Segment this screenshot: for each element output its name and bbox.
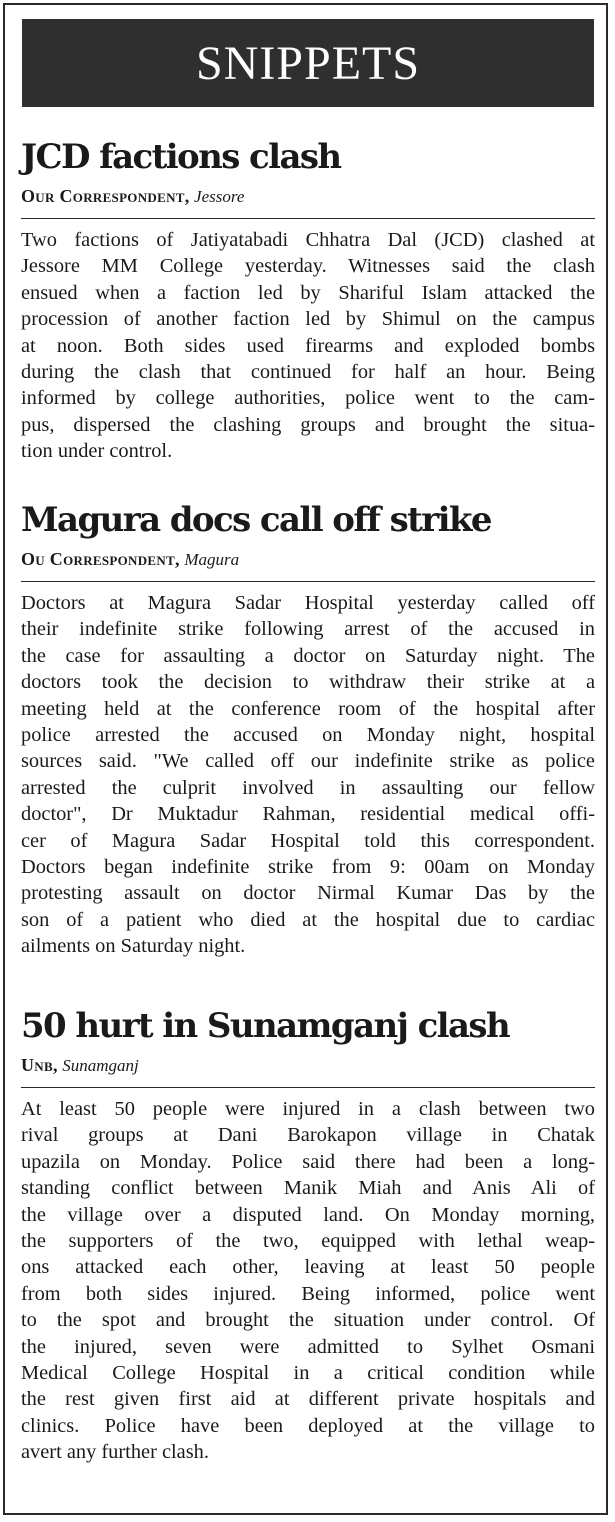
body-line: ensued when a faction led by Shariful Islam attacked the — [21, 281, 595, 304]
story-byline — [21, 1054, 595, 1077]
body-line: ons attacked each other, leaving at least 50 people — [21, 1256, 595, 1279]
body-line: avert any further clash. — [21, 1441, 209, 1464]
body-line: Medical College Hospital in a critical condition while — [21, 1362, 595, 1385]
body-line: rival groups at Dani Barokapon village in Chatak — [21, 1124, 595, 1147]
body-line: doctors took the decision to withdraw their strike at a — [21, 671, 595, 694]
body-line: sources said. "We called off our indefinite strike as police — [21, 750, 595, 773]
body-line: protesting assault on doctor Nirmal Kumar Das by the — [21, 882, 595, 905]
byline-author: Ou Correspondent, — [21, 549, 180, 569]
body-line: procession of another faction led by Shimul on the campus — [21, 308, 595, 331]
body-line: doctor", Dr Muktadur Rahman, residential medical offi- — [21, 803, 595, 826]
story-body — [21, 590, 595, 960]
section-banner — [22, 19, 594, 107]
body-line: Two factions of Jatiyatabadi Chhatra Dal (JCD) clashed at — [21, 229, 595, 251]
divider — [21, 218, 595, 219]
body-line: clinics. Police have been deployed at the village to — [21, 1414, 595, 1437]
body-line: at noon. Both sides used firearms and exploded bombs — [21, 334, 595, 357]
body-line: son of a patient who died at the hospital due to cardiac — [21, 908, 595, 931]
body-line: meeting held at the conference room of the hospital after — [21, 697, 595, 720]
body-line: At least 50 people were injured in a clash between two — [21, 1098, 595, 1120]
body-line: ailments on Saturday night. — [21, 935, 246, 958]
body-line: Doctors began indefinite strike from 9: 00am on Monday — [21, 856, 595, 879]
story — [21, 1006, 595, 1466]
body-line: to the spot and brought the situation under control. Of — [21, 1309, 595, 1332]
body-line: the village over a disputed land. On Monday morning, — [21, 1203, 595, 1226]
byline-author: Our Correspondent, — [21, 186, 190, 206]
divider — [21, 581, 595, 582]
story-body — [21, 1096, 595, 1466]
story-headline: 50 hurt in Sunamganj clash — [21, 1006, 510, 1046]
body-line: their indefinite strike following arrest of the accused in — [21, 618, 595, 641]
body-line: Doctors at Magura Sadar Hospital yesterday called off — [21, 592, 595, 614]
story-byline — [21, 185, 595, 208]
story-headline: JCD factions clash — [21, 137, 341, 177]
divider — [21, 1087, 595, 1088]
body-line: tion under control. — [21, 440, 173, 463]
body-line: the injured, seven were admitted to Sylhet Osmani — [21, 1335, 595, 1358]
byline-location: Sunamganj — [62, 1056, 139, 1075]
story-body — [21, 227, 595, 465]
body-line: informed by college authorities, police went to the cam- — [21, 387, 595, 410]
story-headline: Magura docs call off strike — [21, 500, 491, 540]
body-line: the supporters of the two, equipped with lethal weap- — [21, 1230, 595, 1253]
byline-location: Magura — [184, 550, 240, 569]
section-title: SNIPPETS — [195, 36, 421, 90]
body-line: police arrested the accused on Monday night, hospital — [21, 724, 595, 747]
body-line: cer of Magura Sadar Hospital told this correspondent. — [21, 829, 595, 852]
body-line: Jessore MM College yesterday. Witnesses said the clash — [21, 255, 595, 278]
body-line: pus, dispersed the clashing groups and brought the situa- — [21, 413, 595, 436]
byline-location: Jessore — [194, 187, 245, 206]
body-line: from both sides injured. Being informed, police went — [21, 1282, 595, 1305]
body-line: the case for assaulting a doctor on Saturday night. The — [21, 644, 595, 667]
story-byline — [21, 548, 595, 571]
body-line: arrested the culprit involved in assaulting our fellow — [21, 776, 595, 799]
byline-author: Unb, — [21, 1055, 58, 1075]
body-line: during the clash that continued for half an hour. Being — [21, 361, 595, 384]
body-line: standing conflict between Manik Miah and Anis Ali of — [21, 1177, 595, 1200]
body-line: the rest given first aid at different private hospitals and — [21, 1388, 595, 1411]
body-line: upazila on Monday. Police said there had been a long- — [21, 1150, 595, 1173]
story — [21, 500, 595, 960]
story — [21, 137, 595, 465]
